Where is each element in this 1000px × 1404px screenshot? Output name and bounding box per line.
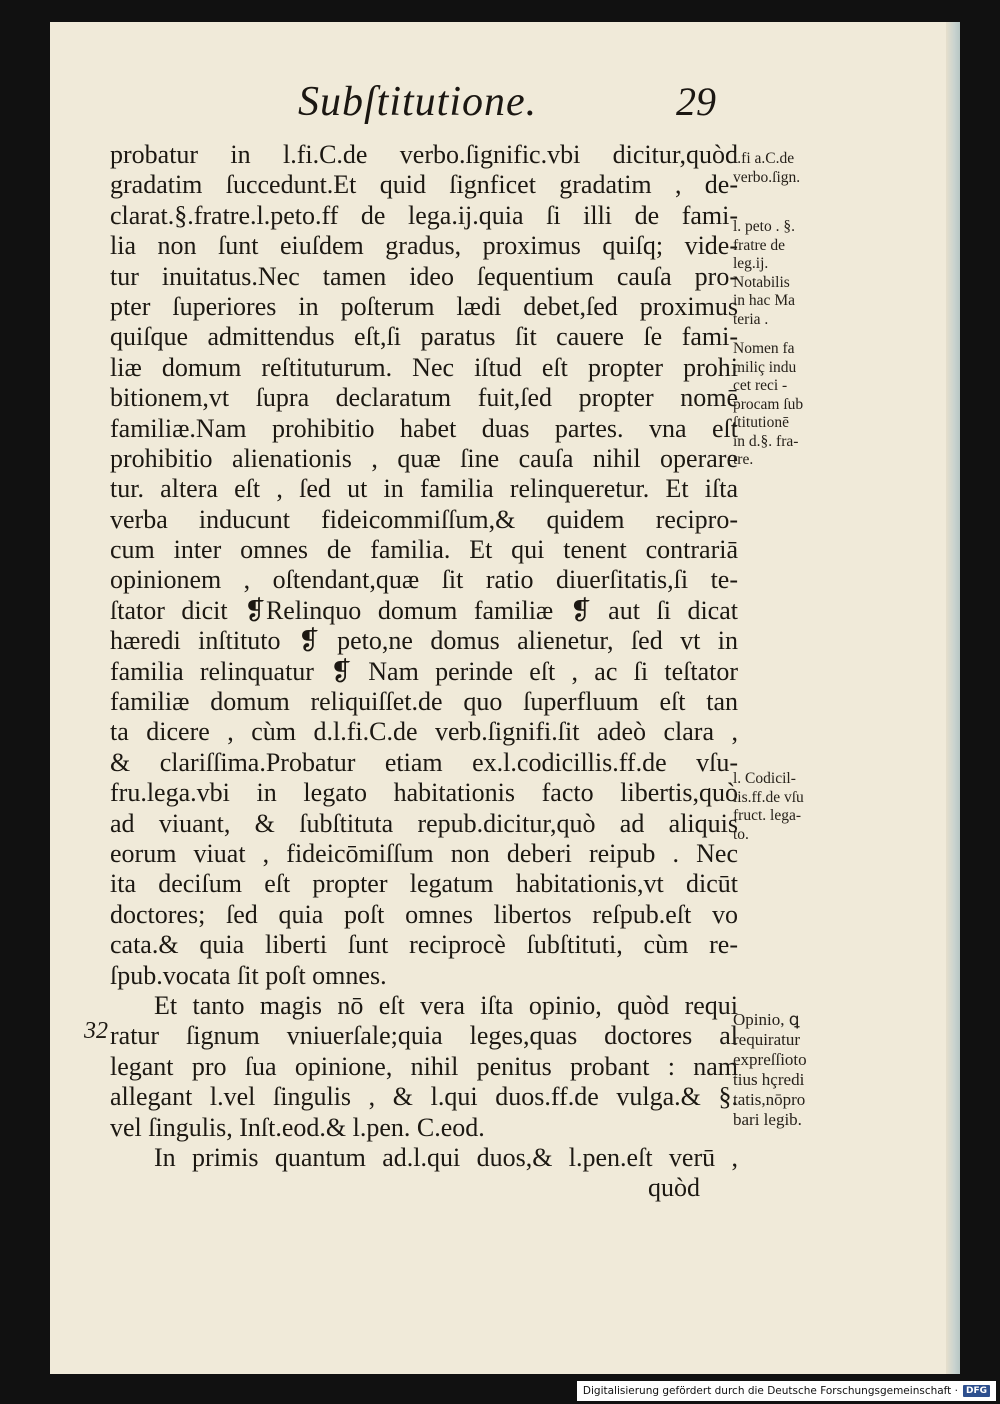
marginal-note-1 [733, 150, 843, 187]
text-line: tur inuitatus.Nec tamen ideo ſequentium cauſa pro- [110, 261, 738, 291]
text-line: ratur ſignum vniuerſale;quia leges,quas doctores al [110, 1021, 738, 1051]
paragraph-3 [110, 1143, 738, 1204]
funding-credit: Digitalisierung gefördert durch die Deutsche Forschungsgemeinschaft · [582, 1385, 958, 1397]
marginal-line: requiratur [733, 1030, 801, 1049]
page-edge [946, 22, 960, 1374]
marginal-line: tre. [733, 451, 754, 468]
text-line: lia non ſunt eiuſdem gradus, proximus quiſq; vide- [110, 231, 738, 261]
text-line: probatur in l.fi.C.de verbo.ſignific.vbi dicitur,quòd [110, 140, 738, 169]
marginal-line: lis.ff.de vſu [733, 788, 804, 806]
text-line: verba inducunt fideicommiſſum,& quidem recipro- [110, 504, 738, 534]
running-head-title: Subſtitutione. [298, 79, 538, 125]
marginal-line: leg.ij. [733, 255, 769, 272]
text-line: Et tanto magis nō eſt vera iſta opinio, quòd requi [154, 990, 738, 1020]
text-line: ad viuant, & ſubſtituta repub.dicitur,quò ad aliquis [110, 808, 738, 838]
page-number: 29 [676, 79, 716, 124]
text-line: quiſque admittendus eſt,ſi paratus ſit cauere ſe fami- [110, 322, 738, 352]
marginal-line: Nomen fa [733, 340, 795, 357]
marginal-line: miliç indu [733, 358, 797, 376]
marginal-line: procam ſub [733, 395, 804, 413]
marginal-line: ſtitutionē [733, 414, 789, 431]
text-line: doctores; ſed quia poſt omnes libertos reſpub.eſt vo [110, 899, 738, 929]
marginal-line: l.fi a.C.de [733, 150, 795, 167]
marginal-note-5 [733, 1010, 843, 1130]
paragraph-2 [110, 991, 738, 1143]
marginal-line: tius hçredi [733, 1070, 805, 1089]
text-line: legant pro ſua opinione, nihil penitus probant : nam [110, 1051, 738, 1081]
text-line: cata.& quia liberti ſunt reciprocè ſubſtituti, cùm re- [110, 930, 738, 960]
text-line: opinionem , oſtendant,quæ ſit ratio diuerſitatis,ſi te- [110, 565, 738, 595]
marginal-line: tatis,nōpro [733, 1090, 806, 1109]
text-line: hæredi inſtituto ❡ peto,ne domus alienetur, ſed vt in [110, 626, 738, 656]
dfg-logo-icon: DFG [963, 1385, 990, 1397]
text-line: ita deciſum eſt propter legatum habitationis,vt dicūt [110, 869, 738, 899]
marginal-line: in hac Ma [733, 292, 795, 309]
paragraph-1 [110, 140, 738, 991]
text-line: allegant l.vel ſingulis , & l.qui duos.ff.de vulga.& §. [110, 1082, 738, 1112]
marginal-note-2 [733, 218, 843, 329]
running-head [50, 78, 960, 138]
text-line: tur. altera eſt , ſed ut in familia relinqueretur. Et iſta [110, 474, 738, 504]
text-line: pter ſuperiores in poſterum lædi debet,ſed proximus [110, 291, 738, 321]
text-line: bitionem,vt ſupra declaratum fuit,ſed propter nomē [110, 383, 738, 413]
catchword: quòd [648, 1173, 700, 1203]
marginal-line: in d.§. fra- [733, 432, 799, 450]
marginal-line: l. peto . §. [733, 218, 795, 235]
text-line: familiæ.Nam prohibitio habet duas partes. vna eſt [110, 413, 738, 443]
text-line: ſpub.vocata ſit poſt omnes. [110, 960, 387, 990]
text-line: familia relinquatur ❡ Nam perinde eſt , ac ſi teſtator [110, 656, 738, 686]
text-line: familiæ domum reliquiſſet.de quo ſuperfluum eſt tan [110, 687, 738, 717]
marginal-line: teria . [733, 310, 769, 328]
marginal-line: verbo.ſign. [733, 168, 801, 186]
marginal-line: Opinio, ꝗ [733, 1010, 800, 1029]
text-line: In primis quantum ad.l.qui duos,& l.pen.eſt verū , [154, 1142, 738, 1172]
text-line: prohibitio alienationis , quæ ſine cauſa nihil operare [110, 443, 738, 473]
text-line: ſtator dicit ❡Relinquo domum familiæ ❡ aut ſi dicat [110, 595, 738, 625]
marginal-note-4 [733, 770, 843, 844]
marginal-line: fruct. lega- [733, 807, 801, 824]
marginal-note-3 [733, 340, 843, 470]
marginal-line: fratre de [733, 236, 786, 254]
text-line: vel ſingulis, Inſt.eod.& l.pen. C.eod. [110, 1112, 485, 1142]
text-line: eorum viuat , fideicōmiſſum non deberi reipub . Nec [110, 838, 738, 868]
digitization-footer [577, 1381, 996, 1401]
text-line: cum inter omnes de familia. Et qui tenent contrariā [110, 535, 738, 565]
section-number: 32 [84, 1018, 108, 1044]
text-line: ta dicere , cùm d.l.fi.C.de verb.ſignifi.ſit adeò clara , [110, 717, 738, 747]
text-line: fru.lega.vbi in legato habitationis facto libertis,quò [110, 778, 738, 808]
main-text-column [110, 140, 738, 1204]
marginal-line: l. Codicil- [733, 770, 796, 787]
marginal-line: expreſſioto [733, 1050, 807, 1069]
marginal-line: bari legib. [733, 1110, 802, 1129]
text-line: gradatim ſuccedunt.Et quid ſignficet gradatim , de- [110, 170, 738, 200]
marginal-line: cet reci - [733, 377, 788, 394]
marginal-line: Notabilis [733, 273, 790, 291]
marginal-line: to. [733, 825, 749, 843]
book-page [50, 22, 960, 1374]
text-line: clarat.§.fratre.l.peto.ff de lega.ij.quia ſi illi de fami- [110, 200, 738, 230]
text-line: liæ domum reſtituturum. Nec iſtud eſt propter prohi [110, 352, 738, 382]
text-line: & clariſſima.Probatur etiam ex.l.codicillis.ff.de vſu- [110, 747, 738, 777]
